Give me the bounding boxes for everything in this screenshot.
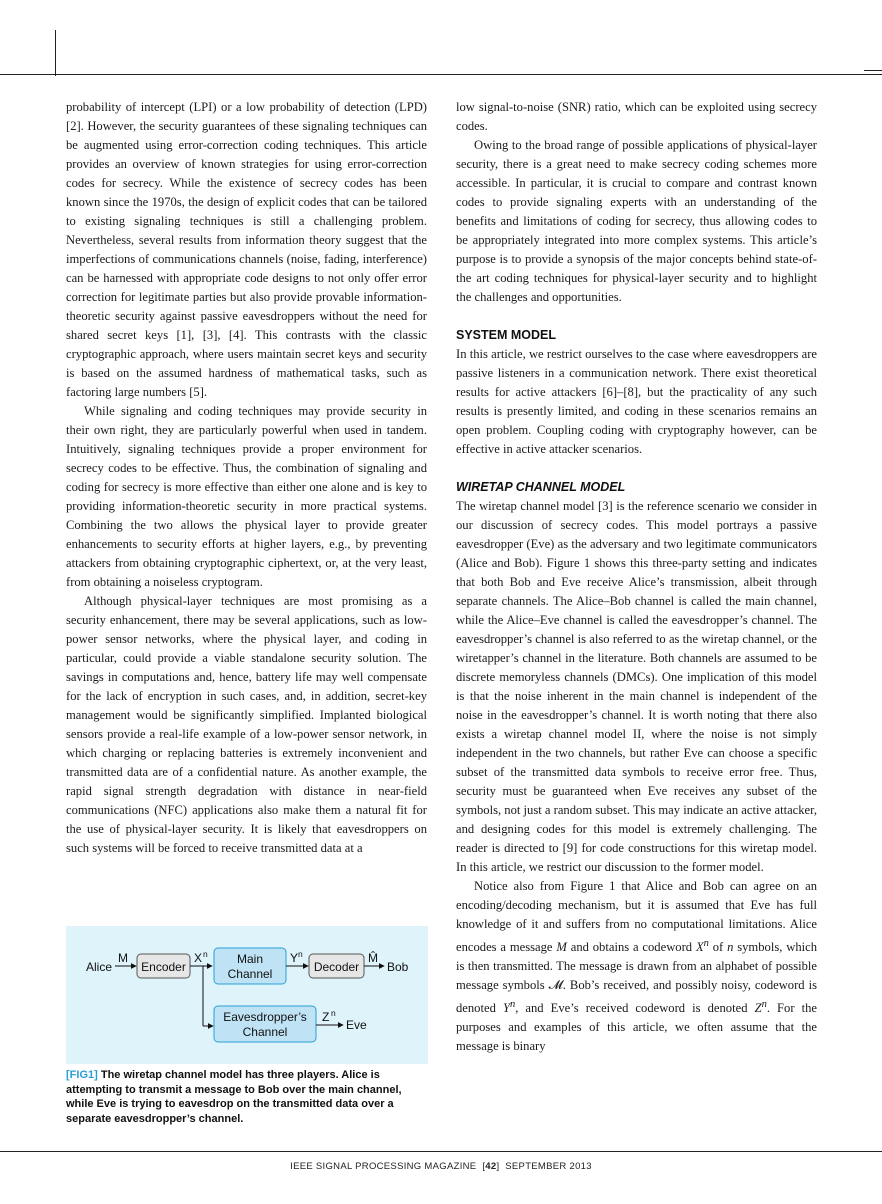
paragraph: The wiretap channel model [3] is the reference scenario we consider in our discussion of secrecy codes. This model portrays a passive eavesdropper (Eve) as the adversary and two legitimate communicators (Alice and Bob). Figure 1 shows this three-party setting and indicates that both Bob and Eve receive Alice’s transmission, albeit through separate channels. The Alice–Bob channel is called the main channel, while the Alice–Eve channel is called the eavesdropper’s channel. The eavesdropper’s channel is also referred to as the wiretap channel, or the wiretapper’s channel in the literature. Both channels are assumed to be discrete memoryless channels (DMCs). One implication of this model is that the noise inherent in the main channel is independent of the noise in the eavesdropper’s channel. It is worth noting that there also exists a wiretap channel model II, where the noise is not simply independent in the two channels, but rather Eve can choose a specific subset of the transmitted data symbols to receive error free. Thus, security must be guaranteed when Eve receives any subset of the symbols, not just a random subset. This may indicate an active attacker, and designing codes for this model is extremely challenging. The reader is directed to [9] for code constructions for this wiretap model. In this article, we restrict our discussion to the former model. — [456, 499, 817, 874]
paragraph: probability of intercept (LPI) or a low probability of detection (LPD) [2]. However, the security guarantees of these signaling techniques can be augmented using error-correction coding techniques. This article provides an overview of known strategies for using error-correction codes for secrecy. While the existence of secrecy codes has been known since the 1970s, the design of explicit codes that can be tailored to existing signaling techniques is still a challenging problem. Nevertheless, several results from information theory suggest that the imperfections of communications channels (noise, fading, interference) can be harnessed with appropriate code designs to not only offer error correction for legitimate parties but also provide provable information-theoretic security against passive eavesdroppers without the need for shared secret keys [1], [3], [4]. This contrasts with the classic cryptographic approach, where users maintain secret keys and security is based on the assumed hardness of mathematical tasks, such as factoring large numbers [5]. — [66, 100, 427, 399]
fig-label-main-1: Main — [236, 952, 264, 966]
fig-label-m: M — [118, 951, 128, 965]
figure-caption-text: The wiretap channel model has three players. Alice is attempting to transmit a message to Bob over the main channel, while Eve is trying to eavesdrop on the transmitted data over a separate eavesdropper’s channel. — [66, 1069, 402, 1125]
footer-page-number: 42 — [485, 1161, 497, 1172]
fig-label-decoder: Decoder — [313, 960, 360, 974]
paragraph: Although physical-layer techniques are most promising as a security enhancement, there may be several applications, such as low-power sensor networks, where the physical layer, and coding in particular, could provide a viable standalone security solution. The savings in computations and, hence, battery life may well compensate for the lack of encryption in such cases, and, in addition, secret-key management would be significantly simplified. Implanted biological sensors provide a real-life example of a low-power sensor network, in which charging or replacing batteries is extremely inconvenient and transmitted data are of a confidential nature. As another example, the rapid signal strength degradation with distance in near-field communications (NFC) applications also make them a natural fit for the use of physical-layer security. It is likely that eavesdroppers on such systems will be forced to receive transmitted data at a — [66, 594, 427, 855]
fig-label-alice: Alice — [86, 960, 113, 974]
header-tick — [864, 70, 882, 71]
fig-label-m-hat: M̂ — [368, 951, 378, 965]
fig-label-encoder: Encoder — [141, 960, 186, 974]
footer: IEEE SIGNAL PROCESSING MAGAZINE [42] SEPTEMBER 2013 — [290, 1161, 592, 1172]
fig-label-z: Z — [322, 1010, 330, 1024]
wiretap-diagram — [66, 926, 428, 1064]
right-column — [456, 98, 817, 1056]
fig-label-x-sup: n — [203, 949, 208, 959]
figure-caption-tag: [FIG1] — [66, 1069, 98, 1081]
header-rule — [0, 74, 882, 75]
figure-wiretap-diagram — [66, 926, 428, 1064]
section-heading-system-model: SYSTEM MODEL — [456, 328, 557, 342]
fig-label-y-sup: n — [298, 949, 303, 959]
footer-rule — [0, 1151, 882, 1152]
fig-label-eaves-2: Channel — [242, 1025, 288, 1039]
paragraph: In this article, we restrict ourselves to the case where eavesdroppers are passive listeners in a communication network. There exist theoretical results for active attackers [6]–[8], but the practicality of any such results is presently limited, and coding in these scenarios remains an open problem. Coupling coding with cryptography however, can be effective in active attacker scenarios. — [456, 347, 817, 456]
fig-label-x: X — [194, 951, 203, 965]
paragraph-notice: Notice also from Figure 1 that Alice and Bob can agree on an encoding/decoding mechanism, but it is assumed that Eve has full knowledge of it and suffers from no computational limitations. Alice encodes a message M and obtains a codeword $X^n$ of n symbols, which is then transmitted. The message is drawn from an alphabet of possible message symbols 𝓜. Bob’s received, and possibly noisy, codeword is denoted $Y^n$, and Eve’s received codeword is denoted $Z^n$. For the purposes and examples of this article, we often assume that the message is binary — [456, 879, 818, 1054]
fig-label-bob: Bob — [387, 960, 409, 974]
paragraph: Owing to the broad range of possible applications of physical-layer security, there is a great need to make secrecy coding schemes more accessible. In particular, it is crucial to compare and contrast known codes to provide signaling experts with an understanding of the benefits and limitations of coding for secrecy, thus allowing codes to be appropriately integrated into more complex systems. This article’s purpose is to provide a synopsis of the major concepts behind state-of-the art coding techniques for physical-layer security and to highlight the challenges and opportunities. — [456, 138, 817, 304]
left-column — [66, 98, 427, 858]
fig-label-z-sup: n — [331, 1008, 336, 1018]
paragraph: While signaling and coding techniques may provide security in their own right, they are particularly powerful when used in tandem. Intuitively, signaling techniques provide a proper environment for secrecy codes to be effective. Thus, the combination of signaling and coding for secrecy is more effective than either one alone and is key to providing information-theoretic security in more practical systems. Combining the two allows the physical layer to provide greater enhancements to security efforts at higher layers, e.g., by preventing attackers from obtaining cryptographic ciphertext, or, at the very least, from obtaining a noiseless cryptogram. — [66, 404, 427, 589]
footer-date: SEPTEMBER 2013 — [505, 1161, 592, 1172]
figure-caption — [66, 1068, 428, 1126]
section-heading-wiretap: WIRETAP CHANNEL MODEL — [456, 480, 626, 494]
fig-label-y: Y — [290, 951, 299, 965]
fig-label-eve: Eve — [346, 1018, 367, 1032]
header-vertical-rule — [55, 30, 56, 76]
footer-magazine: IEEE SIGNAL PROCESSING MAGAZINE — [290, 1161, 477, 1172]
fig-label-main-2: Channel — [227, 967, 273, 981]
paragraph: low signal-to-noise (SNR) ratio, which can be exploited using secrecy codes. — [456, 100, 817, 133]
fig-label-eaves-1: Eavesdropper’s — [223, 1010, 307, 1024]
